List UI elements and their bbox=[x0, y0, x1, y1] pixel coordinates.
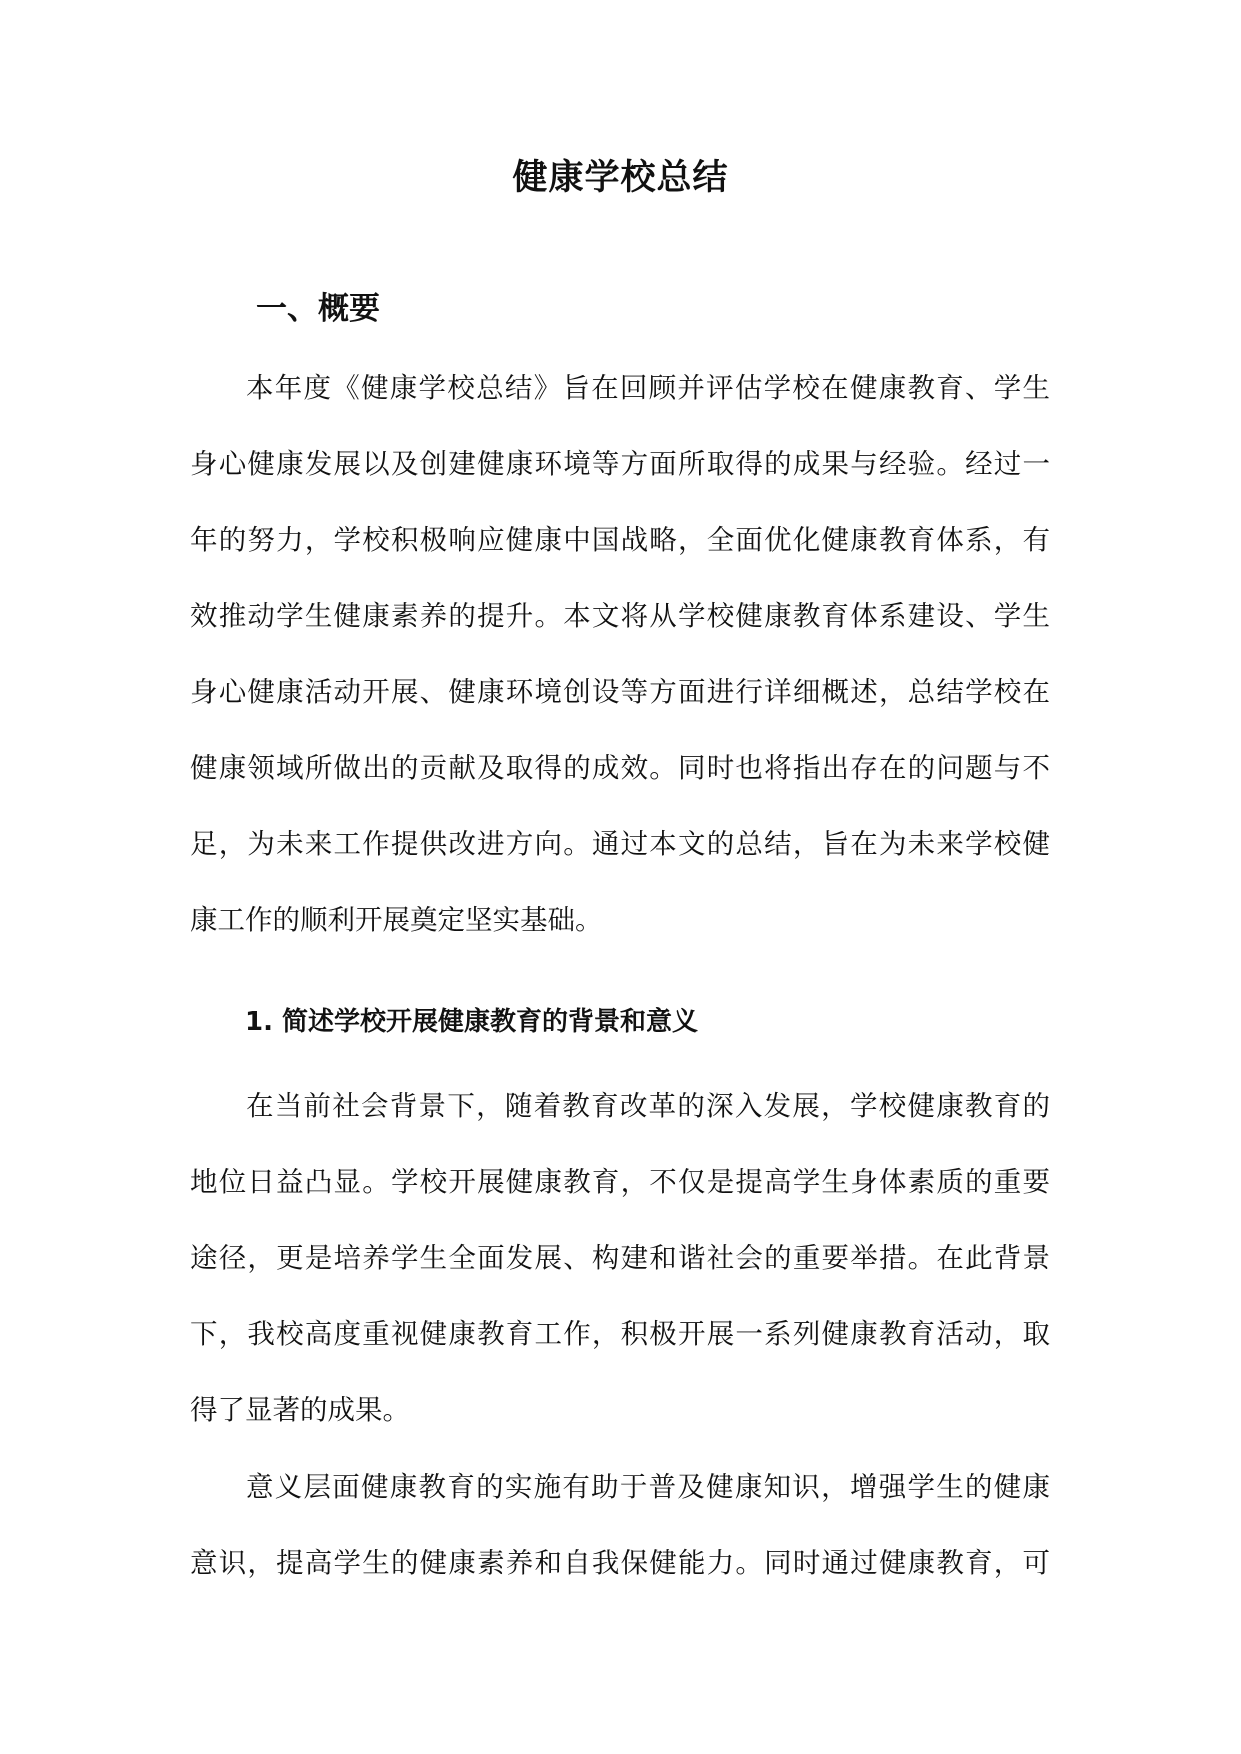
paragraph-line: 足，为未来工作提供改进方向。通过本文的总结，旨在为未来学校健 bbox=[190, 828, 1050, 860]
paragraph-line: 意义层面健康教育的实施有助于普及健康知识，增强学生的健康 bbox=[246, 1471, 1050, 1503]
paragraph-line: 年的努力，学校积极响应健康中国战略，全面优化健康教育体系，有 bbox=[190, 524, 1050, 556]
paragraph-line: 身心健康发展以及创建健康环境等方面所取得的成果与经验。经过一 bbox=[190, 448, 1050, 480]
subsection-heading-background: 1. 简述学校开展健康教育的背景和意义 bbox=[245, 1007, 699, 1037]
significance-paragraph bbox=[190, 1449, 1050, 1601]
paragraph-line: 康工作的顺利开展奠定坚实基础。 bbox=[190, 904, 603, 936]
paragraph-line: 效推动学生健康素养的提升。本文将从学校健康教育体系建设、学生 bbox=[190, 600, 1050, 632]
paragraph-line: 意识，提高学生的健康素养和自我保健能力。同时通过健康教育，可 bbox=[190, 1547, 1050, 1579]
section-heading-overview: 一、概要 bbox=[256, 291, 380, 327]
overview-paragraph bbox=[190, 350, 1050, 958]
paragraph-line: 途径，更是培养学生全面发展、构建和谐社会的重要举措。在此背景 bbox=[190, 1242, 1050, 1274]
paragraph-line: 得了显著的成果。 bbox=[190, 1394, 410, 1426]
paragraph-line: 地位日益凸显。学校开展健康教育，不仅是提高学生身体素质的重要 bbox=[190, 1166, 1050, 1198]
paragraph-line: 下，我校高度重视健康教育工作，积极开展一系列健康教育活动，取 bbox=[190, 1318, 1050, 1350]
background-paragraph bbox=[190, 1068, 1050, 1448]
document-title: 健康学校总结 bbox=[512, 158, 729, 198]
paragraph-line: 本年度《健康学校总结》旨在回顾并评估学校在健康教育、学生 bbox=[246, 372, 1050, 404]
paragraph-line: 身心健康活动开展、健康环境创设等方面进行详细概述，总结学校在 bbox=[190, 676, 1050, 708]
paragraph-line: 在当前社会背景下，随着教育改革的深入发展，学校健康教育的 bbox=[246, 1090, 1050, 1122]
paragraph-line: 健康领域所做出的贡献及取得的成效。同时也将指出存在的问题与不 bbox=[190, 752, 1050, 784]
